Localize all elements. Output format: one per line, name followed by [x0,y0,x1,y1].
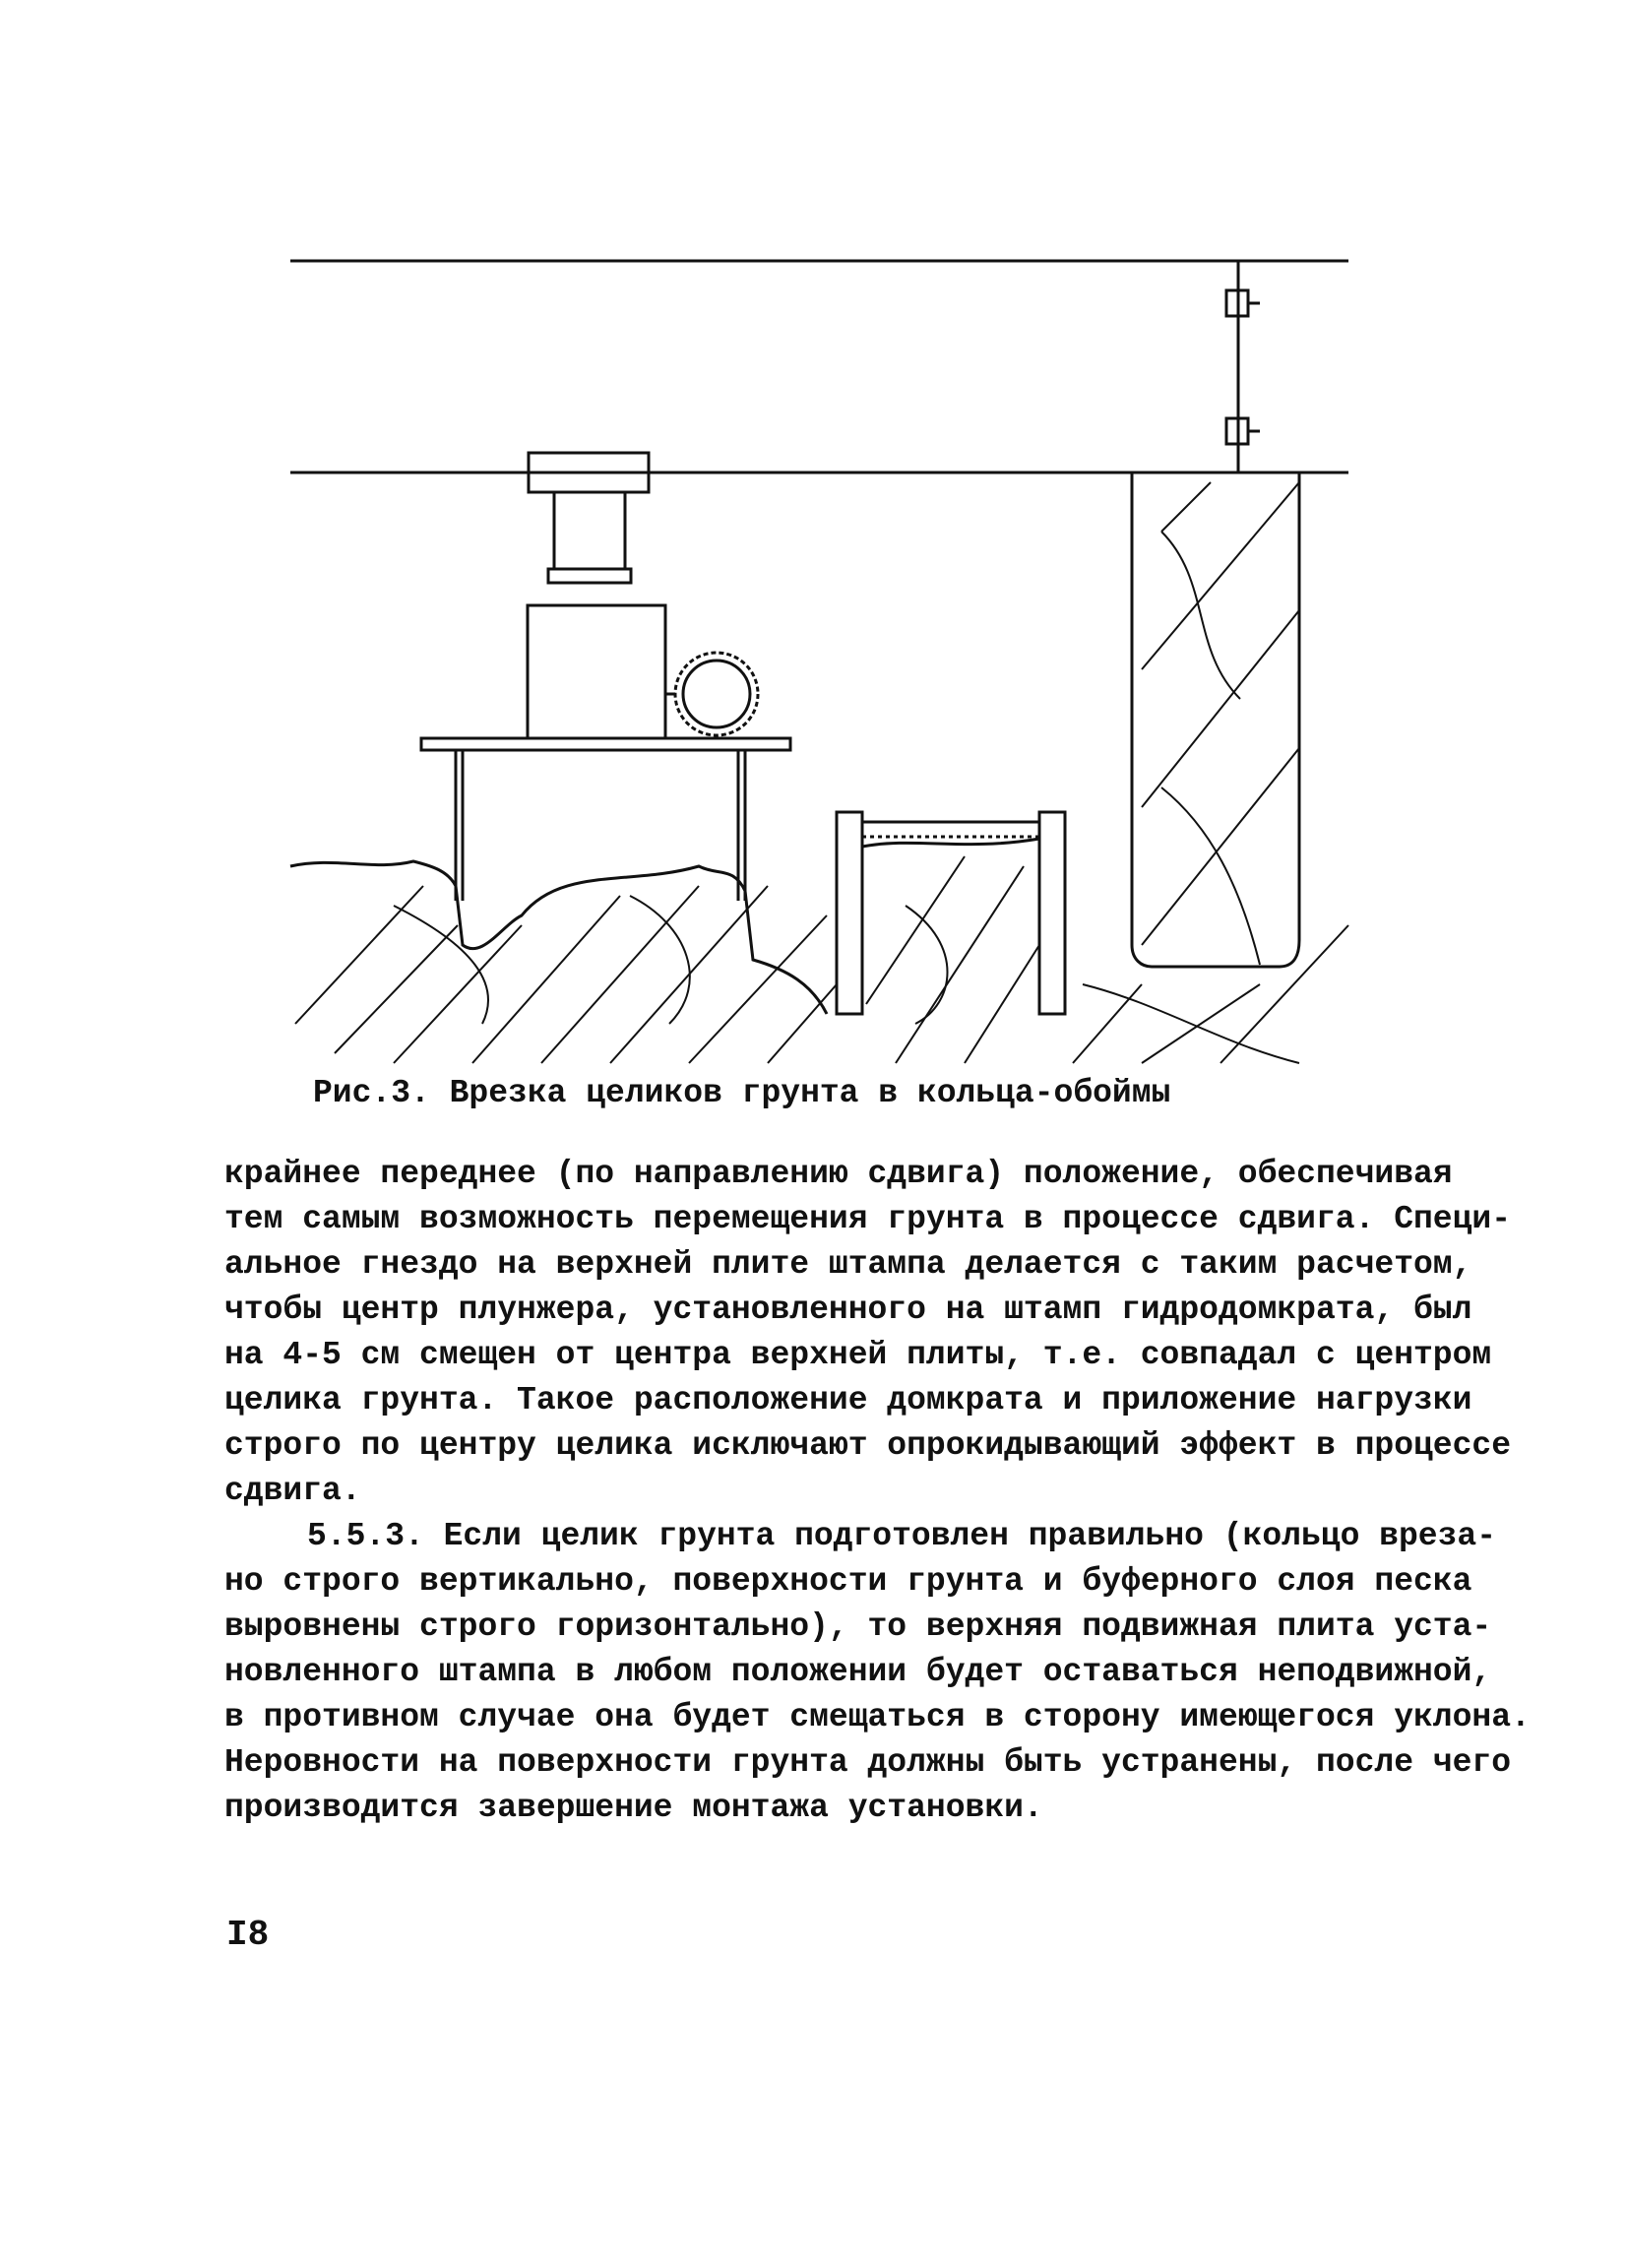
text-line: в противном случае она будет смещаться в сторону имеющегося уклона. [224,1699,1531,1735]
text-line: альное гнездо на верхней плите штампа делается с таким расчетом, [224,1246,1472,1283]
text-line: строго по центру целика исключают опрокидывающий эффект в процессе [224,1427,1512,1464]
figure-caption: Рис.3. Врезка целиков грунта в кольца-обоймы [313,1075,1171,1111]
text-line: сдвига. [224,1473,361,1509]
soil-hatching [295,482,1348,1063]
pit-wall [1132,472,1299,967]
text-line: крайнее переднее (по направлению сдвига) положение, обеспечивая [224,1156,1453,1192]
text-line: 5.5.3. Если целик грунта подготовлен правильно (кольцо вреза- [307,1518,1496,1554]
jack-body [528,605,665,738]
text-line: на 4-5 см смещен от центра верхней плиты, т.е. совпадал с центром [224,1337,1492,1373]
text-line: выровнены строго горизонтально), то верхняя подвижная плита уста- [224,1608,1492,1645]
page-number: I8 [226,1915,270,1955]
jack-ring [548,569,631,583]
text-line: тем самым возможность перемещения грунта в процессе сдвига. Специ- [224,1201,1512,1237]
stamp-table [421,738,790,750]
text-line: Неровности на поверхности грунта должны быть устранены, после чего [224,1744,1512,1781]
text-line: новленного штампа в любом положении будет оставаться неподвижной, [224,1654,1492,1690]
figure-ring-cutting-diagram [276,236,1368,1083]
text-line: но строго вертикально, поверхности грунта и буферного слоя песка [224,1563,1472,1600]
ring-left-wall [837,812,862,1014]
text-line: чтобы центр плунжера, установленного на штамп гидродомкрата, был [224,1292,1472,1328]
text-line: производится завершение монтажа установки. [224,1790,1043,1826]
jack-plunger [554,492,625,569]
text-line: целика грунта. Такое расположение домкрата и приложение нагрузки [224,1382,1472,1418]
ring-right-wall [1039,812,1065,1014]
pressure-gauge [675,653,758,735]
